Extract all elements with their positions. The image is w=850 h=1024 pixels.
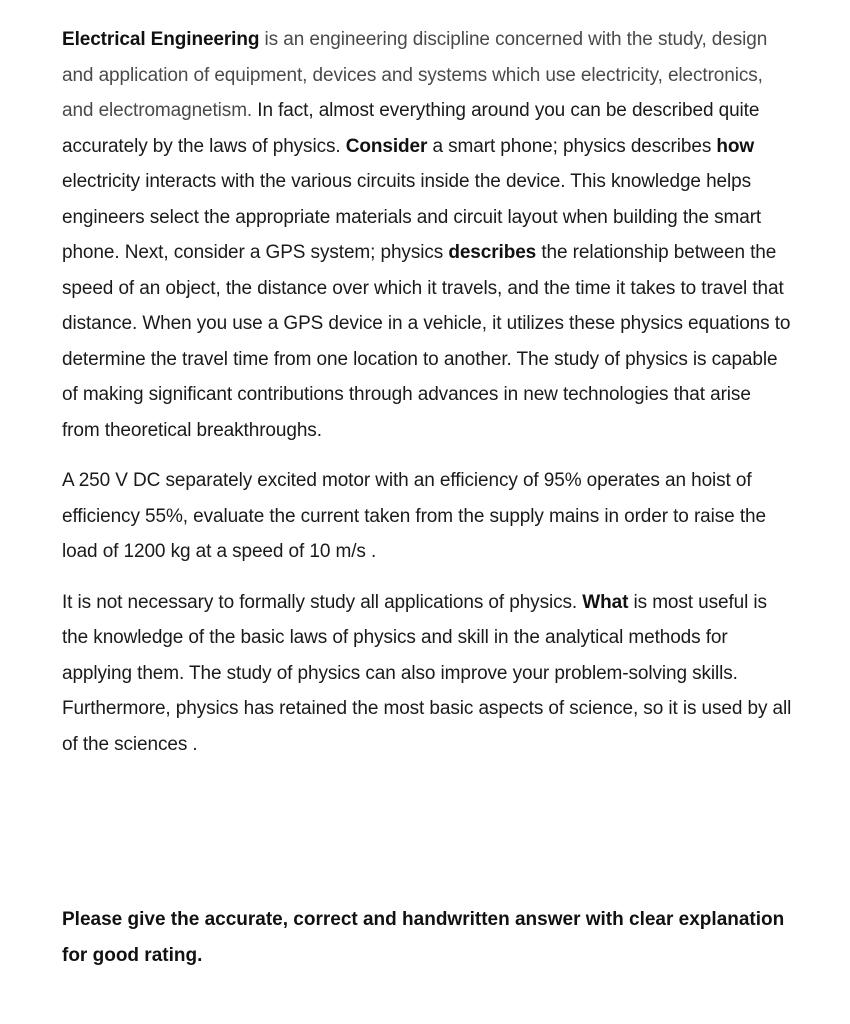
conclusion-text-1: It is not necessary to formally study all applications of physics. (62, 591, 583, 613)
definition-text: is an engineering discipline concerned with the study, design and application of equipment, devices and systems which use electricity, electronics, and electromagnetism. (62, 29, 768, 121)
bold-describes: describes (448, 242, 537, 263)
closing-text: Please give the accurate, correct and handwritten answer with clear explanation for good rating. (62, 909, 785, 966)
intro-text-4: the relationship between the speed of an object, the distance over which it travels, and the time it takes to travel that distance. When you use a GPS device in a vehicle, it utilizes these physics equations to determine the travel time from one location to another. The study of physics is capable of making significant contributions through advances in new technologies that arise from theoretical breakthroughs. (62, 242, 791, 441)
closing-request (62, 902, 792, 974)
conclusion-paragraph (62, 585, 792, 763)
conclusion-text-2: is most useful is the knowledge of the basic laws of physics and skill in the analytical methods for applying them. The study of physics can also improve your problem-solving skills. Furthermore, physics has retained the most basic aspects of science, so it is used by all of the sciences . (62, 591, 792, 755)
problem-text: A 250 V DC separately excited motor with an efficiency of 95% operates an hoist of efficiency 55%, evaluate the current taken from the supply mains in order to raise the load of 1200 kg at a speed of 10 m/s . (62, 470, 766, 562)
intro-text-3: electricity interacts with the various circuits inside the device. This knowledge helps engineers select the appropriate materials and circuit layout when building the smart phone. Next, consider a GPS system; physics (62, 171, 762, 263)
problem-paragraph (62, 463, 792, 570)
intro-text-1: In fact, almost everything around you can be described quite accurately by the laws of physics. (62, 100, 760, 157)
term-electrical-engineering: Electrical Engineering (62, 29, 260, 50)
bold-consider: Consider (345, 135, 428, 157)
bold-how: how (716, 135, 755, 157)
intro-paragraph (62, 22, 792, 448)
document-body (62, 22, 792, 762)
intro-text-2: a smart phone; physics describes (427, 135, 717, 157)
bold-what: What (582, 591, 629, 613)
